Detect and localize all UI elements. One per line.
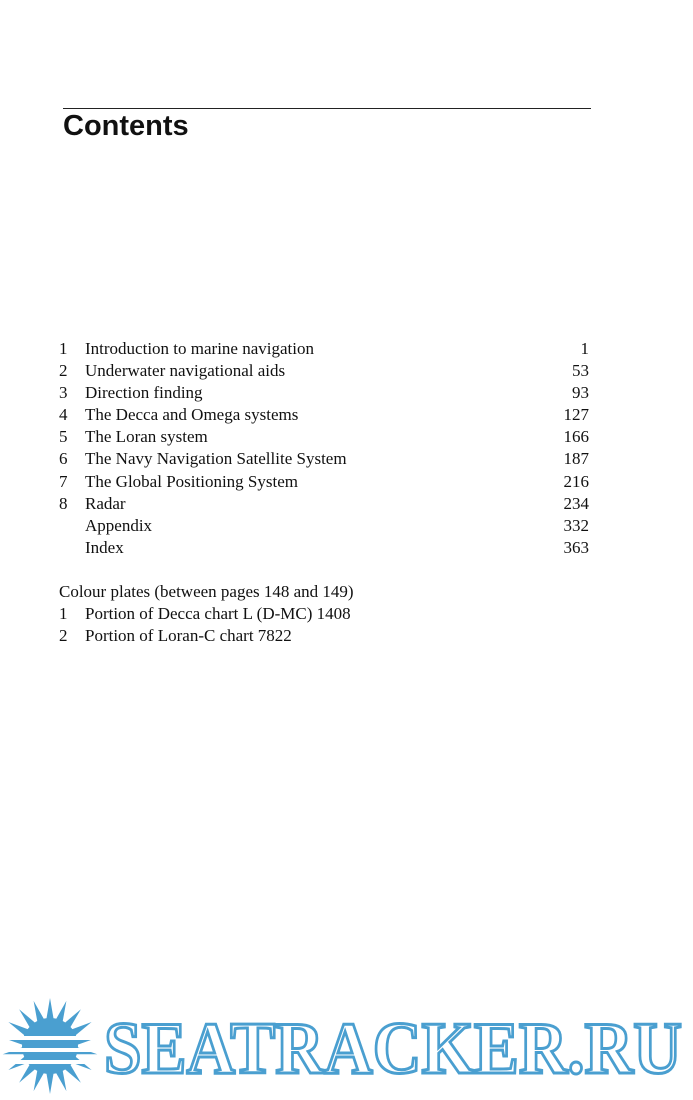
chapter-page: 187 [563, 449, 589, 469]
toc-entry[interactable] [59, 360, 589, 382]
chapter-number [59, 537, 85, 559]
toc-entry[interactable] [59, 515, 589, 537]
chapter-number [59, 515, 85, 537]
chapter-title: The Decca and Omega systems [85, 405, 299, 425]
toc-entry[interactable] [59, 382, 589, 404]
page-title: Contents [63, 110, 189, 142]
contents-list [59, 338, 589, 559]
toc-entry[interactable] [59, 448, 589, 470]
chapter-title: Appendix [85, 515, 153, 535]
plate-entry[interactable] [59, 625, 589, 647]
chapter-title: The Loran system [85, 427, 208, 447]
chapter-title: Introduction to marine navigation [85, 339, 314, 358]
colour-plates-section [59, 581, 589, 647]
toc-entry[interactable] [59, 426, 589, 448]
chapter-title: The Global Positioning System [85, 471, 298, 491]
chapter-title: Direction finding [85, 383, 203, 403]
sun-logo-icon [0, 990, 693, 1095]
toc-entry[interactable] [59, 404, 589, 426]
heading-rule [63, 108, 591, 109]
chapter-page: 1 [580, 339, 589, 358]
chapter-number: 5 [59, 427, 68, 447]
chapter-page: 216 [563, 471, 589, 491]
chapter-number: 8 [59, 493, 68, 513]
toc-entry[interactable] [59, 493, 589, 515]
toc-entry[interactable] [59, 338, 589, 360]
plate-title: Portion of Decca chart L (D-MC) 1408 [85, 604, 351, 624]
chapter-page: 363 [563, 537, 589, 557]
plate-title: Portion of Loran-C chart 7822 [85, 626, 292, 646]
chapter-page: 234 [563, 493, 589, 513]
chapter-number: 7 [59, 471, 68, 491]
plate-entry[interactable] [59, 603, 589, 625]
chapter-page: 166 [563, 427, 589, 447]
chapter-number: 6 [59, 449, 68, 469]
colour-plates-heading: Colour plates (between pages 148 and 149) [59, 582, 354, 601]
chapter-page: 127 [563, 405, 589, 425]
sun-disc [22, 1018, 78, 1074]
chapter-number: 4 [59, 405, 68, 425]
chapter-number: 1 [59, 339, 68, 358]
chapter-number: 3 [59, 383, 68, 403]
chapter-title: Radar [85, 493, 126, 513]
chapter-page: 53 [572, 361, 589, 381]
plate-number: 2 [59, 626, 68, 646]
chapter-page: 332 [563, 515, 589, 535]
watermark-text: SEATRACKER.RU [104, 1008, 682, 1090]
chapter-number: 2 [59, 361, 68, 381]
chapter-title: Index [85, 537, 124, 557]
plate-number: 1 [59, 604, 68, 624]
chapter-title: Underwater navigational aids [85, 361, 286, 381]
chapter-page: 93 [572, 383, 589, 403]
watermark-logo [0, 990, 693, 1095]
toc-entry[interactable] [59, 537, 589, 559]
toc-entry[interactable] [59, 471, 589, 493]
chapter-title: The Navy Navigation Satellite System [85, 449, 347, 469]
